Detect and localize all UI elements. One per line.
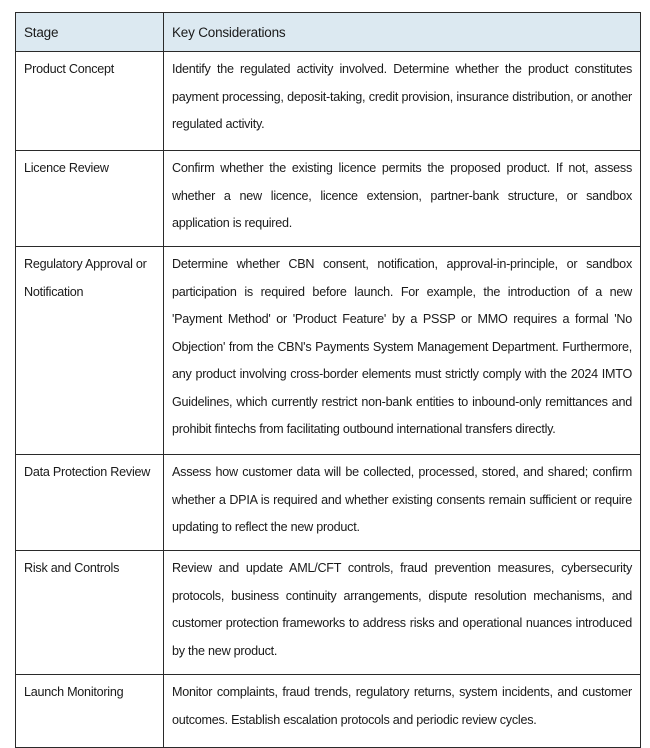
considerations-cell: Assess how customer data will be collected, processed, stored, and shared; confirm whether a DPIA is required and whether existing consents remain sufficient or require updating to reflect the new product. <box>164 455 641 551</box>
stage-cell: Launch Monitoring <box>16 675 164 748</box>
considerations-cell: Confirm whether the existing licence permits the proposed product. If not, assess whether a new licence, licence extension, partner-bank structure, or sandbox application is required. <box>164 151 641 247</box>
stage-cell: Product Concept <box>16 52 164 151</box>
stage-cell: Licence Review <box>16 151 164 247</box>
table-row <box>16 455 641 551</box>
considerations-cell: Determine whether CBN consent, notification, approval-in-principle, or sandbox participation is required before launch. For example, the introduction of a new 'Payment Method' or 'Product Feature' by a PSSP or MMO requires a formal 'No Objection' from the CBN's Payments System Management Department. Furthermore, any product involving cross-border elements must strictly comply with the 2024 IMTO Guidelines, which currently restrict non-bank entities to inbound-only remittances and prohibit fintechs from facilitating outbound international transfers directly. <box>164 247 641 455</box>
stage-cell: Regulatory Approval or Notification <box>16 247 164 455</box>
considerations-cell: Review and update AML/CFT controls, fraud prevention measures, cybersecurity protocols, business continuity arrangements, dispute resolution mechanisms, and customer protection frameworks to address risks and operational nuances introduced by the new product. <box>164 551 641 675</box>
table-header-row <box>16 13 641 52</box>
stage-considerations-table <box>15 12 641 748</box>
header-key-considerations: Key Considerations <box>164 13 641 52</box>
header-stage: Stage <box>16 13 164 52</box>
table-row <box>16 52 641 151</box>
table-row <box>16 247 641 455</box>
considerations-cell: Identify the regulated activity involved. Determine whether the product constitutes payment processing, deposit-taking, credit provision, insurance distribution, or another regulated activity. <box>164 52 641 151</box>
stage-cell: Data Protection Review <box>16 455 164 551</box>
stage-cell: Risk and Controls <box>16 551 164 675</box>
table-row <box>16 551 641 675</box>
table-row <box>16 151 641 247</box>
table-row <box>16 675 641 748</box>
considerations-cell: Monitor complaints, fraud trends, regulatory returns, system incidents, and customer outcomes. Establish escalation protocols and periodic review cycles. <box>164 675 641 748</box>
